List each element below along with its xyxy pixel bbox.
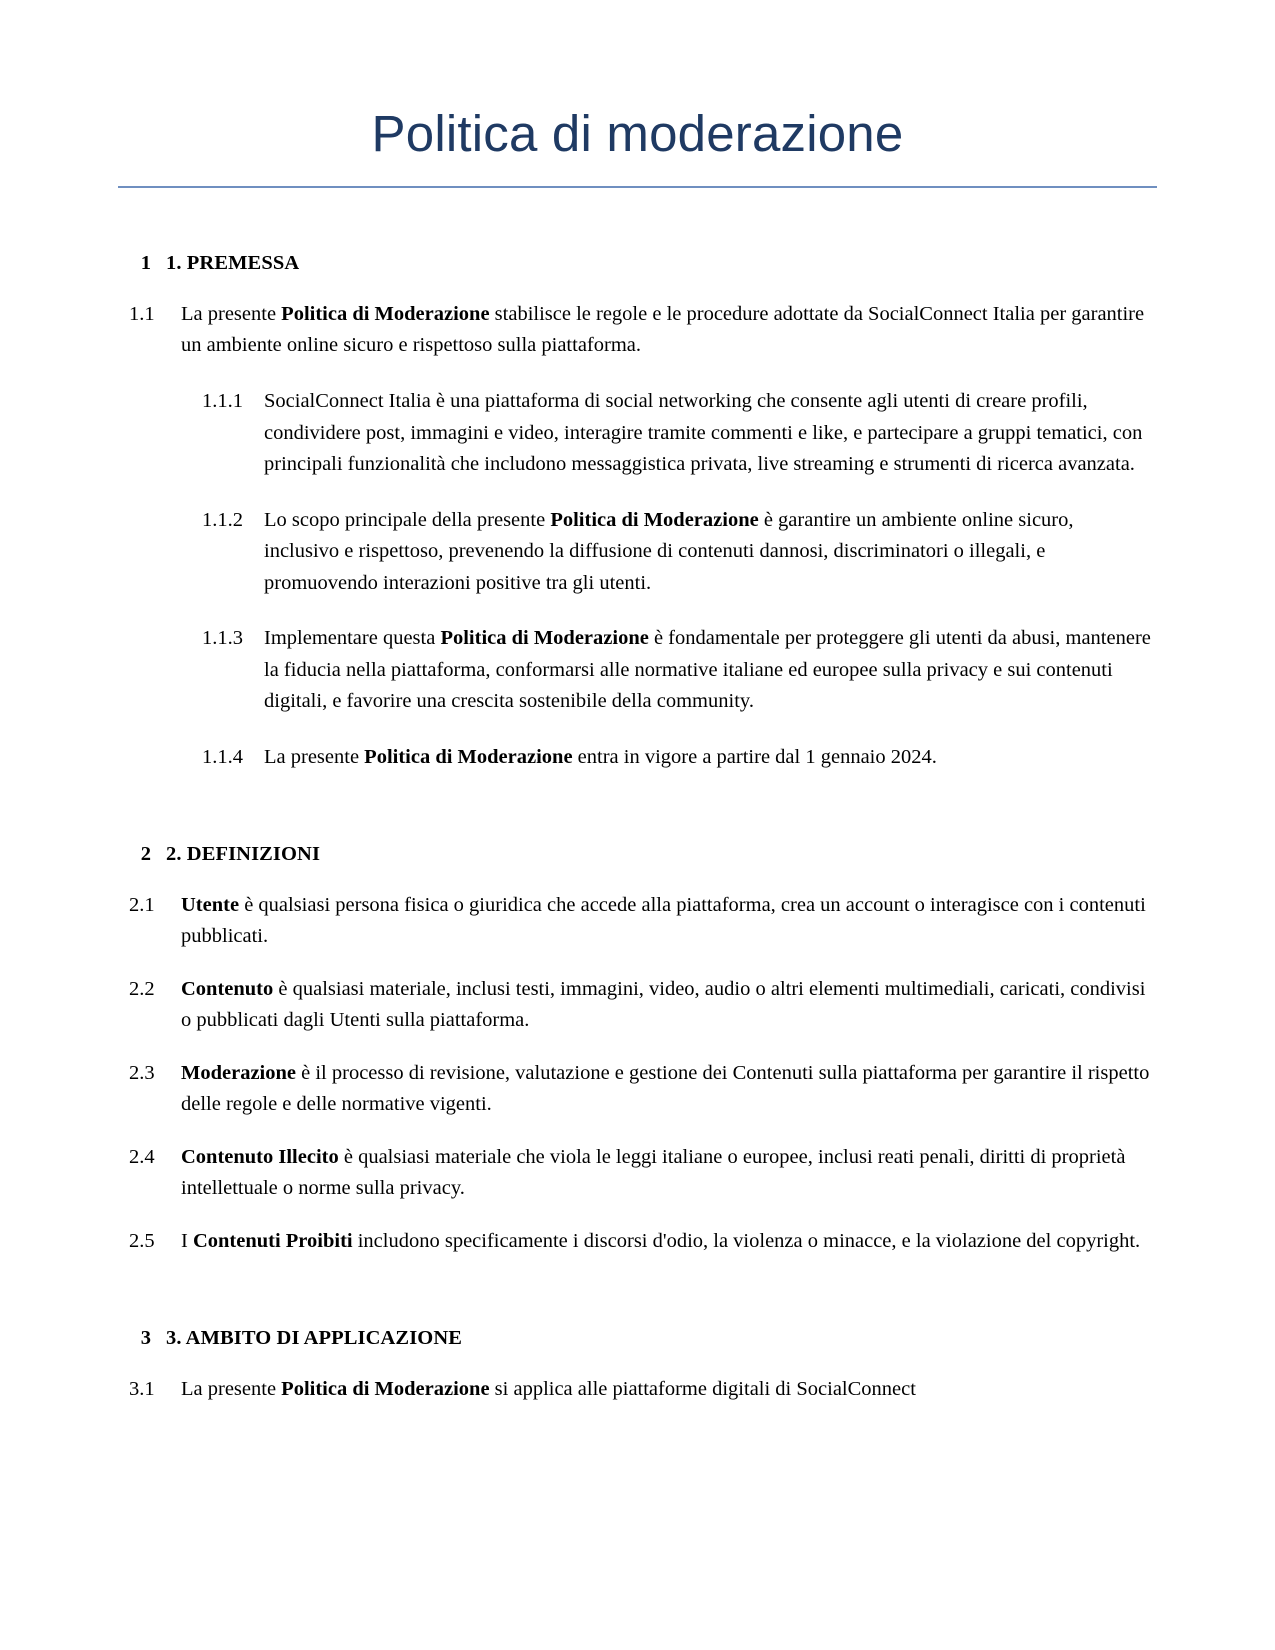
section-heading bbox=[118, 841, 1157, 868]
clause-number: 3.1 bbox=[129, 1378, 155, 1400]
clause-number: 2.3 bbox=[129, 1062, 155, 1084]
section-number: 1 bbox=[140, 252, 151, 274]
body-text: SocialConnect Italia è una piattaforma di social networking che consente agli utenti di creare profili, condividere post, immagini e video, interagire tramite commenti e like, e partecipare a gruppi tematici, con principali funzionalità che includono messaggistica privata, live streaming e strumenti di ricerca avanzata. bbox=[264, 390, 1143, 475]
clause bbox=[118, 1142, 1157, 1204]
body-text: è garantire un ambiente online sicuro, inclusivo e rispettoso, prevenendo la diffusione di contenuti dannosi, discriminatori o illegali, e promuovendo interazioni positive tra gli utenti. bbox=[264, 508, 1074, 594]
body-text: è qualsiasi persona fisica o giuridica che accede alla piattaforma, crea un account o interagisce con i contenuti pubblicati. bbox=[181, 894, 1146, 947]
subclause-text bbox=[264, 386, 1157, 481]
clause bbox=[118, 1058, 1157, 1120]
clause-text bbox=[181, 974, 1157, 1036]
section-number: 2 bbox=[140, 843, 151, 865]
subclause bbox=[118, 386, 1157, 481]
clause-text bbox=[181, 890, 1157, 952]
emphasis-text: Politica di Moderazione bbox=[281, 1378, 490, 1400]
subclause-text bbox=[264, 623, 1157, 718]
emphasis-text: Politica di Moderazione bbox=[281, 303, 490, 325]
emphasis-text: Contenuto bbox=[181, 978, 274, 1000]
body-text: La presente bbox=[181, 1378, 282, 1400]
clause bbox=[118, 890, 1157, 952]
body-text: è qualsiasi materiale che viola le leggi italiane o europee, inclusi reati penali, diritti di proprietà intellettuale o norme sulla privacy. bbox=[181, 1146, 1126, 1199]
body-text: La presente bbox=[264, 745, 365, 768]
document-body bbox=[0, 250, 1275, 1405]
section-heading-label: 3. AMBITO DI APPLICAZIONE bbox=[166, 1327, 463, 1349]
body-text: si applica alle piattaforme digitali di SocialConnect bbox=[489, 1378, 916, 1400]
emphasis-text: Utente bbox=[181, 894, 240, 916]
subclause bbox=[118, 742, 1157, 774]
clause-text bbox=[181, 1374, 1157, 1405]
body-text: è qualsiasi materiale, inclusi testi, immagini, video, audio o altri elementi multimediali, caricati, condivisi o pubblicati dagli Utenti sulla piattaforma. bbox=[181, 978, 1146, 1031]
page-title: Politica di moderazione bbox=[371, 105, 904, 162]
body-text: stabilisce le regole e le procedure adottate da SocialConnect Italia per garantire un ambiente online sicuro e rispettoso sulla piattaforma. bbox=[181, 303, 1145, 356]
subclause-text bbox=[264, 505, 1157, 600]
body-text: La presente bbox=[181, 303, 282, 325]
clause bbox=[118, 1374, 1157, 1405]
body-text: entra in vigore a partire dal 1 gennaio 2024. bbox=[572, 745, 937, 768]
subclause-text bbox=[264, 742, 1157, 774]
body-text: I bbox=[181, 1230, 193, 1252]
body-text: è il processo di revisione, valutazione e gestione dei Contenuti sulla piattaforma per garantire il rispetto delle regole e delle normative vigenti. bbox=[181, 1062, 1150, 1115]
emphasis-text: Moderazione bbox=[181, 1062, 296, 1084]
clause bbox=[118, 1226, 1157, 1257]
clause-text bbox=[181, 1226, 1157, 1257]
section-heading bbox=[118, 1325, 1157, 1352]
body-text: è fondamentale per proteggere gli utenti da abusi, mantenere la fiducia nella piattaforma, conformarsi alle normative italiane ed europee sulla privacy e sui contenuti digitali, e favorire una crescita sostenibile della community. bbox=[264, 627, 1151, 712]
clause-number: 2.1 bbox=[129, 894, 155, 916]
body-text: includono specificamente i discorsi d'odio, la violenza o minacce, e la violazione del copyright. bbox=[352, 1230, 1141, 1252]
clause-text bbox=[181, 1142, 1157, 1204]
section-heading-label: 1. PREMESSA bbox=[166, 252, 300, 274]
clause bbox=[118, 299, 1157, 361]
title-divider bbox=[118, 186, 1157, 188]
clause-number: 1.1 bbox=[129, 303, 155, 325]
subclause bbox=[118, 505, 1157, 600]
emphasis-text: Politica di Moderazione bbox=[364, 745, 573, 768]
clause bbox=[118, 974, 1157, 1036]
section-heading bbox=[118, 250, 1157, 277]
section-heading-label: 2. DEFINIZIONI bbox=[166, 843, 321, 865]
title-block bbox=[0, 0, 1275, 188]
body-text: Implementare questa bbox=[264, 627, 441, 649]
subclause-number: 1.1.4 bbox=[202, 745, 243, 768]
clause-number: 2.5 bbox=[129, 1230, 155, 1252]
section-number: 3 bbox=[140, 1327, 151, 1349]
body-text: Lo scopo principale della presente bbox=[264, 508, 551, 531]
emphasis-text: Contenuto Illecito bbox=[181, 1146, 339, 1168]
emphasis-text: Politica di Moderazione bbox=[550, 508, 759, 531]
subclause-number: 1.1.1 bbox=[202, 390, 243, 412]
subclause-number: 1.1.2 bbox=[202, 508, 243, 531]
clause-number: 2.2 bbox=[129, 978, 155, 1000]
emphasis-text: Contenuti Proibiti bbox=[192, 1230, 353, 1252]
subclause bbox=[118, 623, 1157, 718]
clause-text bbox=[181, 1058, 1157, 1120]
clause-text bbox=[181, 299, 1157, 361]
emphasis-text: Politica di Moderazione bbox=[440, 627, 649, 649]
subclause-number: 1.1.3 bbox=[202, 627, 243, 649]
clause-number: 2.4 bbox=[129, 1146, 155, 1168]
